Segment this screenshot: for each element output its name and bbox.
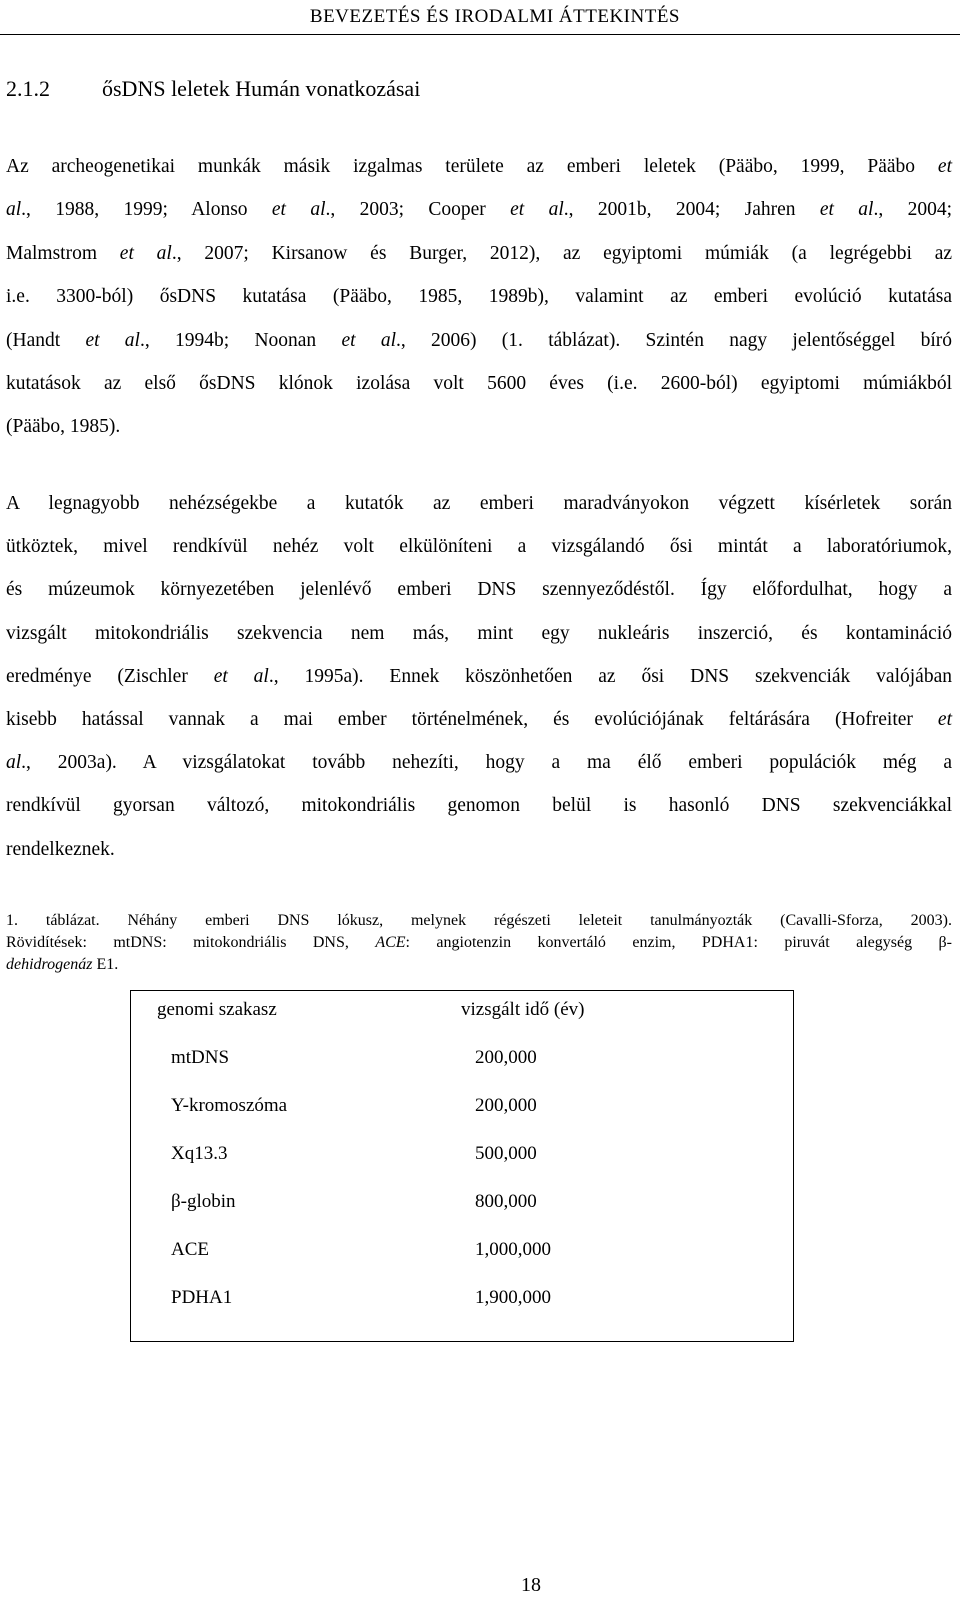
table-row <box>131 1095 793 1143</box>
table-row <box>131 1047 793 1095</box>
paragraph-line: kisebb hatással vannak a mai ember történelmének, és evolúciójának feltárására (Hofreiter et <box>6 708 952 730</box>
caption-line: 1. táblázat. Néhány emberi DNS lókusz, melynek régészeti leleteit tanulmányozták (Cavalli-Sforza, 2003). <box>6 912 952 929</box>
table-header-cell: genomi szakasz <box>157 999 277 1020</box>
table-header-cell: vizsgált idő (év) <box>461 999 585 1020</box>
page-header <box>0 2 960 35</box>
paragraph-line: Az archeogenetikai munkák másik izgalmas területe az emberi leletek (Pääbo, 1999, Pääbo et <box>6 156 952 177</box>
table-cell: ACE <box>171 1239 209 1260</box>
table-cell: 800,000 <box>475 1191 537 1212</box>
table-row <box>131 1239 793 1287</box>
paragraph-line: al., 2003a). A vizsgálatokat tovább nehezíti, hogy a ma élő emberi populációk még a <box>6 752 952 774</box>
table-cell: 500,000 <box>475 1143 537 1164</box>
table-header-row <box>131 999 793 1047</box>
table-cell: 200,000 <box>475 1095 537 1116</box>
table-cell: Xq13.3 <box>171 1143 228 1164</box>
paragraph-line: és múzeumok környezetében jelenlévő emberi DNS szennyeződéstől. Így előfordulhat, hogy a <box>6 579 952 601</box>
table-cell: Y-kromoszóma <box>171 1095 288 1116</box>
paragraph-line: (Handt et al., 1994b; Noonan et al., 2006) (1. táblázat). Szintén nagy jelentőséggel bíró <box>6 329 953 351</box>
table-cell: PDHA1 <box>171 1287 233 1308</box>
page-number: 18 <box>521 1574 541 1596</box>
header-title: BEVEZETÉS ÉS IRODALMI ÁTTEKINTÉS <box>309 6 680 27</box>
section-heading <box>6 76 420 102</box>
table-cell: β-globin <box>171 1191 236 1212</box>
table-cell: 200,000 <box>475 1047 537 1068</box>
section-number: 2.1.2 <box>6 76 50 101</box>
table-row <box>131 1191 793 1239</box>
paragraph-line: A legnagyobb nehézségekbe a kutatók az emberi maradványokon végzett kísérletek során <box>6 493 952 514</box>
caption-line: dehidrogenáz E1. <box>6 956 119 973</box>
paragraph-2 <box>6 482 952 871</box>
paragraph-line: Malmstrom et al., 2007; Kirsanow és Burger, 2012), az egyiptomi múmiák (a legrégebbi az <box>6 242 952 264</box>
loci-table <box>130 990 794 1342</box>
paragraph-line: kutatások az első ősDNS klónok izolása volt 5600 éves (i.e. 2600-ból) egyiptomi múmiákból <box>6 372 952 394</box>
paragraph-line: vizsgált mitokondriális szekvencia nem más, mint egy nukleáris inszerció, és kontamináció <box>6 622 952 644</box>
table-cell: 1,900,000 <box>475 1287 551 1308</box>
table-row <box>131 1143 793 1191</box>
paragraph-line: i.e. 3300-ból) ősDNS kutatása (Pääbo, 1985, 1989b), valamint az emberi evolúció kutatása <box>6 286 952 308</box>
paragraph-line: rendelkeznek. <box>6 838 115 860</box>
paragraph-line: al., 1988, 1999; Alonso et al., 2003; Cooper et al., 2001b, 2004; Jahren et al., 2004; <box>6 199 953 221</box>
table-caption <box>6 910 952 976</box>
paragraph-line: rendkívül gyorsan változó, mitokondriális genomon belül is hasonló DNS szekvenciákkal <box>6 795 952 817</box>
table-row <box>131 1287 793 1335</box>
paragraph-line: (Pääbo, 1985). <box>6 416 121 438</box>
section-title: ősDNS leletek Humán vonatkozásai <box>102 76 421 101</box>
table-cell: 1,000,000 <box>475 1239 551 1260</box>
table-cell: mtDNS <box>171 1047 230 1068</box>
caption-line: Rövidítések: mtDNS: mitokondriális DNS, ACE: angiotenzin konvertáló enzim, PDHA1: piruvát alegység β- <box>6 934 953 951</box>
paragraph-line: eredménye (Zischler et al., 1995a). Ennek köszönhetően az ősi DNS szekvenciák valójában <box>6 665 952 687</box>
paragraph-line: ütköztek, mivel rendkívül nehéz volt elkülöníteni a vizsgálandó ősi mintát a laboratóriumok, <box>6 536 952 558</box>
paragraph-1 <box>6 145 952 449</box>
